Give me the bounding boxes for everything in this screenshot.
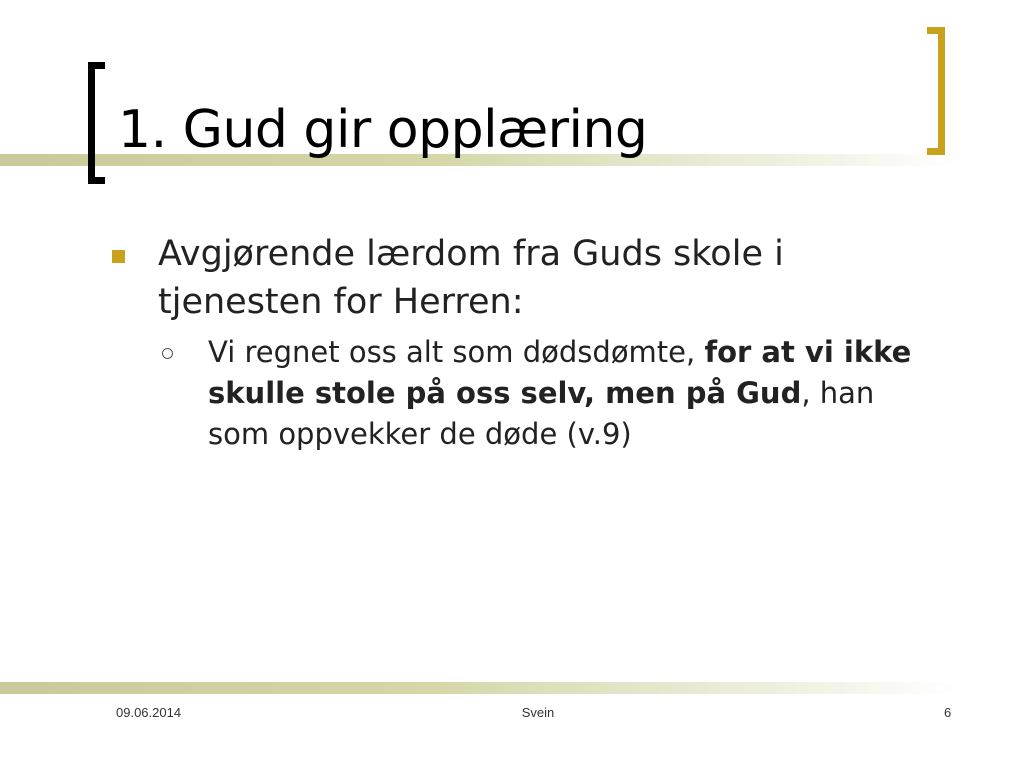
sub-bullet-text-start: Vi regnet oss alt som dødsdømte,	[208, 335, 705, 369]
sub-bullet-text	[208, 332, 928, 455]
footer-author: Svein	[521, 705, 555, 720]
circle-bullet-icon	[162, 348, 173, 359]
sub-bullet-text-bold: for at vi ikke skulle stole på oss selv, men på Gud	[208, 335, 912, 410]
bullet-text: Avgjørende lærdom fra Guds skole i tjenesten for Herren:	[158, 234, 784, 322]
square-bullet-icon	[112, 250, 125, 263]
left-bracket-decor	[88, 62, 105, 184]
sub-bullet-text-end: , han som oppvekker de døde (v.9)	[208, 376, 875, 451]
slide-title: 1. Gud gir opplæring	[118, 100, 648, 160]
footer-page-number: 6	[944, 705, 952, 720]
right-bracket-decor	[927, 27, 945, 155]
footer-decor-band	[0, 682, 960, 694]
footer-date: 09.06.2014	[116, 705, 182, 720]
